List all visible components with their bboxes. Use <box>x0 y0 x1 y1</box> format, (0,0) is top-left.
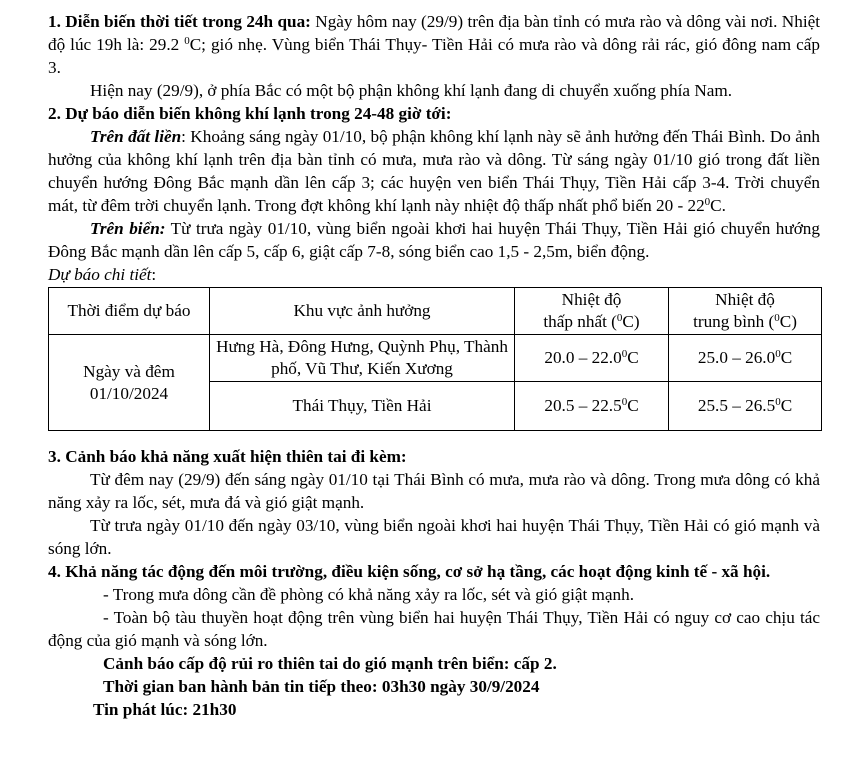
next-bulletin-time: Thời gian ban hành bản tin tiếp theo: 03h30 ngày 30/9/2024 <box>103 677 540 696</box>
section3-heading: 3. Cảnh báo khả năng xuất hiện thiên tai đi kèm: <box>48 447 407 466</box>
section2-heading: 2. Dự báo diễn biến không khí lạnh trong 24-48 giờ tới: <box>48 104 452 123</box>
time-cell: Ngày và đêm 01/10/2024 <box>49 335 210 431</box>
avg-temp-cell: 25.5 – 26.5$^0$C <box>669 382 822 431</box>
section1-paragraph: 1. Diễn biến thời tiết trong 24h qua: Ngày hôm nay (29/9) trên địa bàn tỉnh có mưa rào và dông vài nơi. Nhiệt độ lúc 19h là: 29.2 $^0$C; gió nhẹ. Vùng biển Thái Thụy- Tiền Hải có mưa rào và dông rải rác, gió đông nam cấp 3. <box>48 12 820 77</box>
detail-forecast-label: Dự báo chi tiết: <box>48 265 157 284</box>
header-avg-temp: Nhiệt độ trung bình ($^0$C) <box>669 288 822 335</box>
issue-time: Tin phát lúc: 21h30 <box>93 700 237 719</box>
area-cell: Hưng Hà, Đông Hưng, Quỳnh Phụ, Thành phố, Vũ Thư, Kiến Xương <box>210 335 515 382</box>
area-cell: Thái Thụy, Tiền Hải <box>210 382 515 431</box>
forecast-table <box>48 287 822 431</box>
avg-temp-cell: 25.0 – 26.0$^0$C <box>669 335 822 382</box>
section4-heading: 4. Khả năng tác động đến môi trường, điều kiện sống, cơ sở hạ tầng, các hoạt động kinh tế - xã hội. <box>48 562 771 581</box>
table-row <box>49 335 822 382</box>
bulletin-document <box>48 10 820 721</box>
land-label: Trên đất liền <box>90 127 182 146</box>
section3-paragraph-2: Từ trưa ngày 01/10 đến ngày 03/10, vùng biển ngoài khơi hai huyện Thái Thụy, Tiền Hải có gió mạnh và sóng lớn. <box>48 516 820 558</box>
section4-bullet-1: - Trong mưa dông cần đề phòng có khả năng xảy ra lốc, sét và gió giật mạnh. <box>103 585 635 604</box>
header-area: Khu vực ảnh hưởng <box>210 288 515 335</box>
section3-paragraph-1: Từ đêm nay (29/9) đến sáng ngày 01/10 tại Thái Bình có mưa, mưa rào và dông. Trong mưa dông có khả năng xảy ra lốc, sét, mưa đá và gió giật mạnh. <box>48 470 820 512</box>
section1-heading: 1. Diễn biến thời tiết trong 24h qua: <box>48 12 311 31</box>
land-forecast: Trên đất liền: Khoảng sáng ngày 01/10, bộ phận không khí lạnh này sẽ ảnh hưởng đến Thái Bình. Do ảnh hưởng của không khí lạnh trên địa bàn tỉnh có mưa, mưa rào và dông. Từ sáng ngày 01/10 gió trong đất liền chuyển hướng Đông Bắc mạnh dần lên cấp 3; các huyện ven biển Thái Thụy, Tiền Hải cấp 3-4. Trời chuyển mát, từ đêm trời chuyển lạnh. Trong đợt không khí lạnh này nhiệt độ thấp nhất phổ biến $20 - 22^0C$. <box>48 127 821 215</box>
table-header-row <box>49 288 822 335</box>
header-time: Thời điểm dự báo <box>49 288 210 335</box>
sea-forecast: Trên biển: Từ trưa ngày 01/10, vùng biển ngoài khơi hai huyện Thái Thụy, Tiền Hải gió chuyển hướng Đông Bắc mạnh dần lên cấp 5, cấp 6, giật cấp 7-8, sóng biển cao 1,5 - 2,5m, biển động. <box>48 219 820 261</box>
min-temp-cell: 20.0 – 22.0$^0$C <box>515 335 669 382</box>
header-min-temp: Nhiệt độ thấp nhất ($^0$C) <box>515 288 669 335</box>
sea-label: Trên biển: <box>90 219 166 238</box>
section4-bullet-2: - Toàn bộ tàu thuyền hoạt động trên vùng biển hai huyện Thái Thụy, Tiền Hải có nguy cơ cao chịu tác động của gió mạnh và sóng lớn. <box>48 608 820 650</box>
min-temp-cell: 20.5 – 22.5$^0$C <box>515 382 669 431</box>
section1-paragraph-2: Hiện nay (29/9), ở phía Bắc có một bộ phận không khí lạnh đang di chuyển xuống phía Nam. <box>90 81 733 100</box>
risk-level-warning: Cảnh báo cấp độ rủi ro thiên tai do gió mạnh trên biển: cấp 2. <box>103 654 557 673</box>
